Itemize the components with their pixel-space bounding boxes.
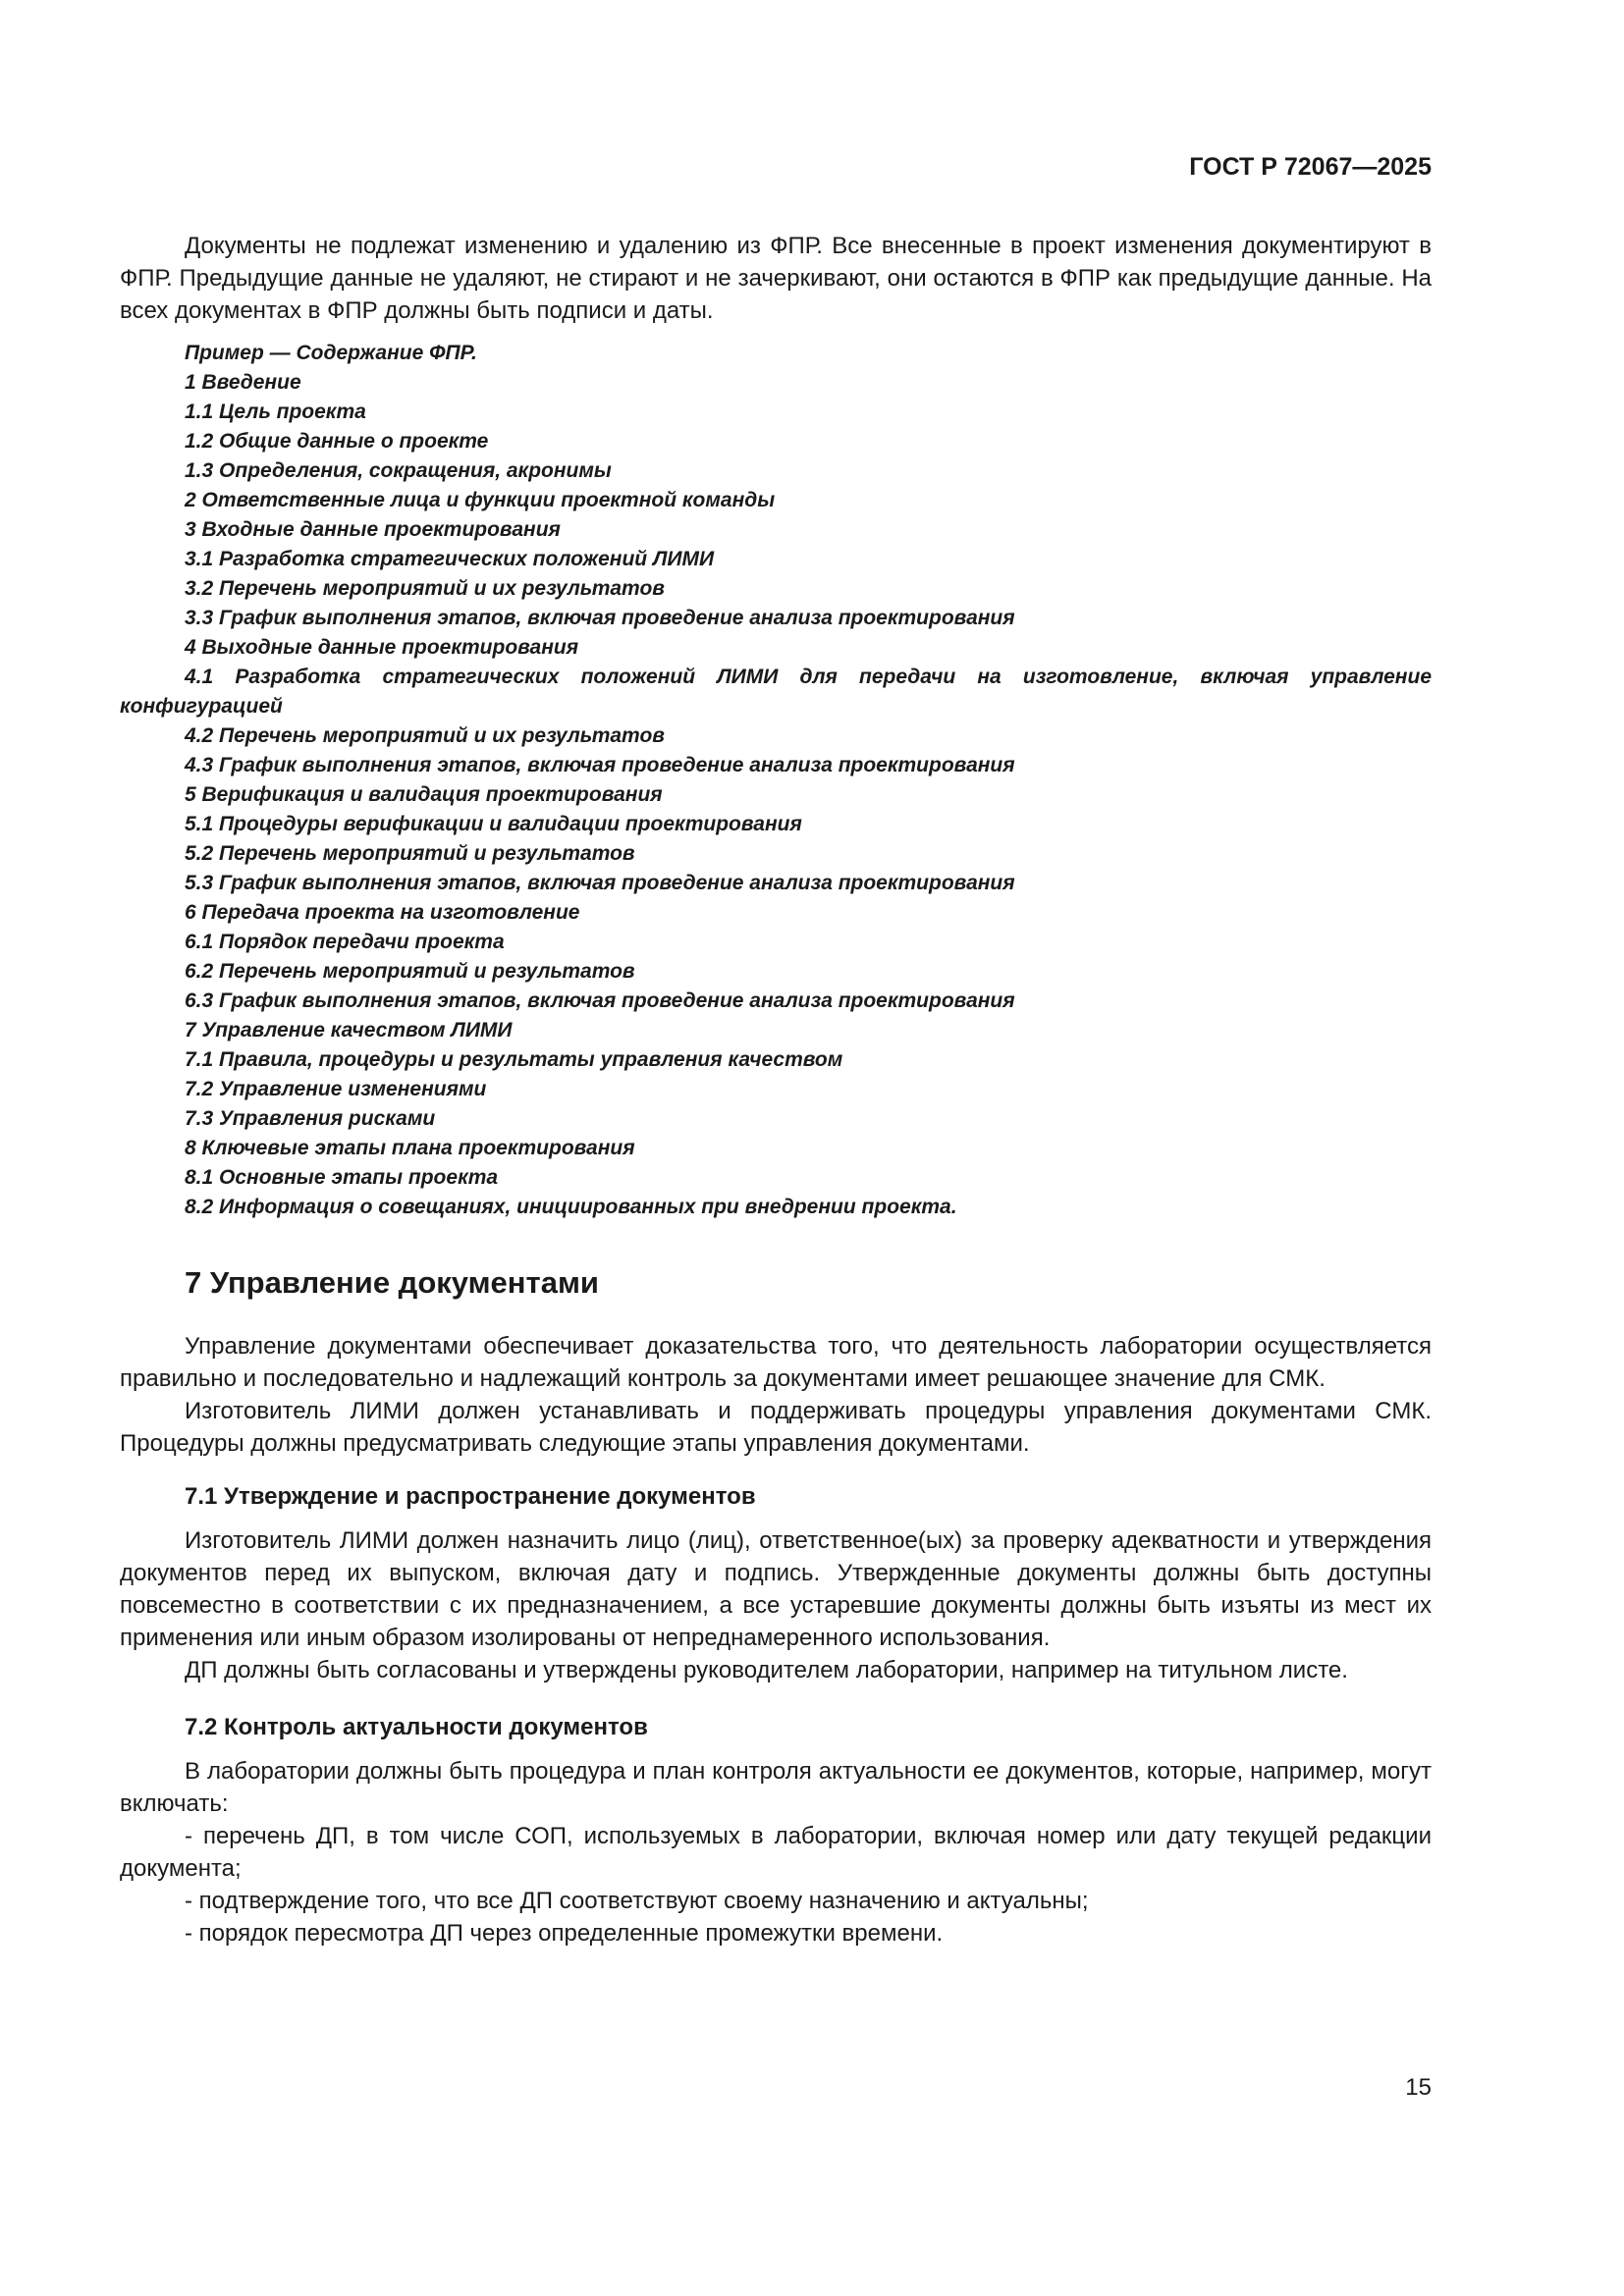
example-item: 4.1 Разработка стратегических положений ЛИМИ для передачи на изготовление, включая управление конфигурацией — [120, 666, 1432, 718]
page-number: 15 — [1405, 2074, 1432, 2101]
example-item: 6 Передача проекта на изготовление — [185, 901, 580, 924]
example-item: 3 Входные данные проектирования — [185, 518, 561, 541]
example-item: 7 Управление качеством ЛИМИ — [185, 1019, 513, 1041]
section-7-1-paragraph: Изготовитель ЛИМИ должен назначить лицо (лиц), ответственное(ых) за проверку адекватности и утверждения документов перед их выпуском, включая дату и подпись. Утвержденные документы должны быть доступны повсеместно в соответствии с их предназначением, а все устаревшие документы должны быть изъяты из мест их применения или иным образом изолированы от непреднамеренного использования. — [120, 1527, 1432, 1651]
section-7-2-heading: 7.2 Контроль актуальности документов — [185, 1714, 648, 1740]
page-content — [120, 230, 1432, 1949]
example-item: 8.1 Основные этапы проекта — [185, 1166, 499, 1189]
example-item: 1.2 Общие данные о проекте — [185, 430, 489, 453]
example-item: 3.2 Перечень мероприятий и их результатов — [185, 577, 665, 600]
example-item: 1 Введение — [185, 371, 301, 394]
bullet-item: - перечень ДП, в том числе СОП, используемых в лаборатории, включая номер или дату текущей редакции документа; — [120, 1823, 1432, 1882]
example-item: 5.3 График выполнения этапов, включая проведение анализа проектирования — [185, 872, 1015, 894]
example-item: 8.2 Информация о совещаниях, инициированных при внедрении проекта. — [185, 1196, 957, 1218]
example-title: Пример — Содержание ФПР. — [185, 342, 477, 364]
example-item: 4 Выходные данные проектирования — [185, 636, 579, 659]
page-header-standard-id: ГОСТ Р 72067—2025 — [1189, 153, 1432, 181]
example-item: 4.3 График выполнения этапов, включая проведение анализа проектирования — [185, 754, 1015, 776]
bullet-item: - подтверждение того, что все ДП соответствуют своему назначению и актуальны; — [185, 1888, 1089, 1914]
example-item: 4.2 Перечень мероприятий и их результатов — [185, 724, 665, 747]
intro-paragraph: Документы не подлежат изменению и удалению из ФПР. Все внесенные в проект изменения документируют в ФПР. Предыдущие данные не удаляют, не стирают и не зачеркивают, они остаются в ФПР как предыдущие данные. На всех документах в ФПР должны быть подписи и даты. — [120, 233, 1432, 324]
example-item: 5.2 Перечень мероприятий и результатов — [185, 842, 635, 865]
section-7-heading: 7 Управление документами — [185, 1265, 599, 1300]
example-item: 6.2 Перечень мероприятий и результатов — [185, 960, 635, 983]
example-item: 7.2 Управление изменениями — [185, 1078, 487, 1100]
section-7-2-intro: В лаборатории должны быть процедура и план контроля актуальности ее документов, которые, например, могут включать: — [120, 1758, 1432, 1817]
bullet-item: - порядок пересмотра ДП через определенные промежутки времени. — [185, 1920, 944, 1947]
example-item: 1.1 Цель проекта — [185, 400, 366, 423]
example-item: 1.3 Определения, сокращения, акронимы — [185, 459, 612, 482]
section-7-1-heading: 7.1 Утверждение и распространение документов — [185, 1483, 756, 1510]
example-item: 3.1 Разработка стратегических положений ЛИМИ — [185, 548, 715, 570]
example-fpr-contents — [120, 339, 1432, 1222]
example-item: 6.1 Порядок передачи проекта — [185, 931, 505, 953]
example-item: 5.1 Процедуры верификации и валидации проектирования — [185, 813, 802, 835]
example-item: 7.3 Управления рисками — [185, 1107, 436, 1130]
example-item: 7.1 Правила, процедуры и результаты управления качеством — [185, 1048, 843, 1071]
section-7-paragraph: Изготовитель ЛИМИ должен устанавливать и поддерживать процедуры управления документами СМК. Процедуры должны предусматривать следующие этапы управления документами. — [120, 1398, 1432, 1457]
example-item: 2 Ответственные лица и функции проектной команды — [185, 489, 776, 511]
example-item: 3.3 График выполнения этапов, включая проведение анализа проектирования — [185, 607, 1015, 629]
section-7-1-paragraph: ДП должны быть согласованы и утверждены руководителем лаборатории, например на титульном листе. — [185, 1657, 1348, 1683]
section-7-paragraph: Управление документами обеспечивает доказательства того, что деятельность лаборатории осуществляется правильно и последовательно и надлежащий контроль за документами имеет решающее значение для СМК. — [120, 1333, 1432, 1392]
example-item: 6.3 График выполнения этапов, включая проведение анализа проектирования — [185, 989, 1015, 1012]
example-item: 5 Верификация и валидация проектирования — [185, 783, 663, 806]
example-item: 8 Ключевые этапы плана проектирования — [185, 1137, 635, 1159]
